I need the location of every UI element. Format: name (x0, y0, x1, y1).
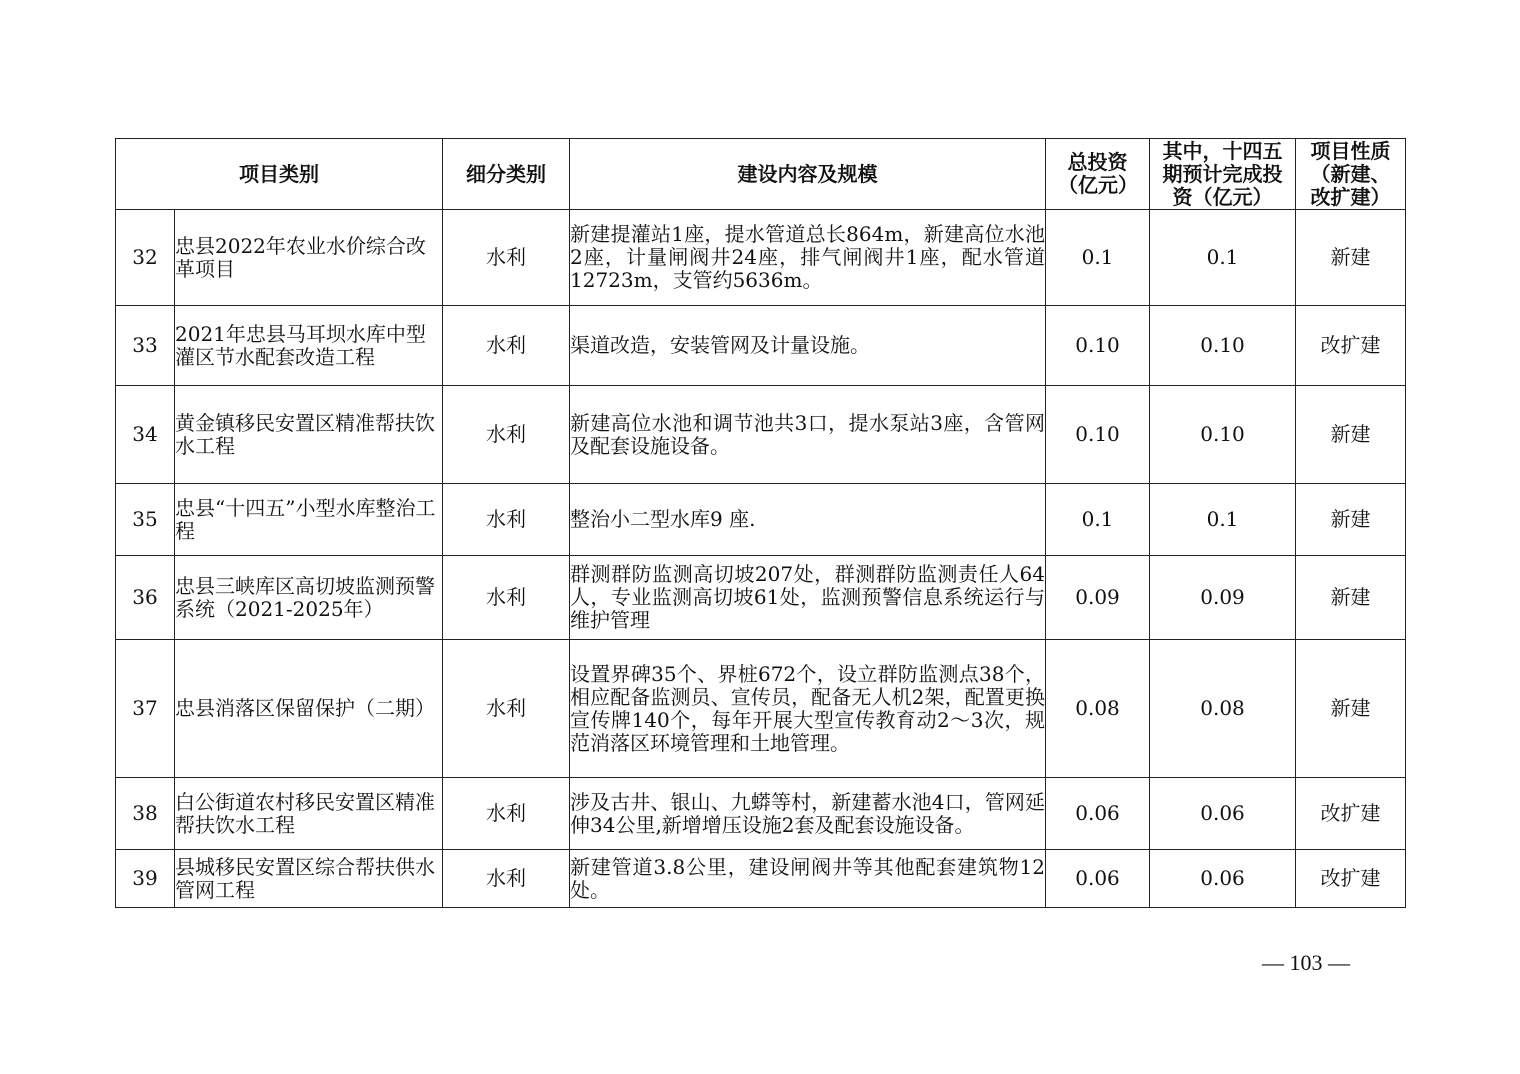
table-row (116, 640, 1406, 778)
table-row (116, 386, 1406, 484)
plan-investment-cell: 0.1 (1150, 210, 1296, 306)
nature-cell: 改扩建 (1296, 850, 1406, 908)
subcategory-cell: 水利 (443, 306, 570, 386)
row-number: 36 (116, 556, 175, 640)
total-investment-cell: 0.1 (1046, 210, 1150, 306)
row-number: 33 (116, 306, 175, 386)
content-cell: 群测群防监测高切坡207处，群测群防监测责任人64人，专业监测高切坡61处，监测预警信息系统运行与维护管理 (570, 556, 1046, 640)
total-investment-cell: 0.10 (1046, 306, 1150, 386)
plan-investment-cell: 0.08 (1150, 640, 1296, 778)
plan-investment-cell: 0.10 (1150, 306, 1296, 386)
plan-investment-cell: 0.06 (1150, 850, 1296, 908)
project-name: 忠县“十四五”小型水库整治工程 (175, 484, 443, 556)
plan-investment-cell: 0.10 (1150, 386, 1296, 484)
subcategory-cell: 水利 (443, 386, 570, 484)
total-investment-cell: 0.09 (1046, 556, 1150, 640)
content-cell: 渠道改造，安装管网及计量设施。 (570, 306, 1046, 386)
table-row (116, 556, 1406, 640)
subcategory-cell: 水利 (443, 640, 570, 778)
subcategory-cell: 水利 (443, 556, 570, 640)
table-header-row (116, 139, 1406, 210)
total-investment-cell: 0.06 (1046, 850, 1150, 908)
header-total-investment: 总投资（亿元） (1046, 139, 1150, 210)
project-name: 忠县消落区保留保护（二期） (175, 640, 443, 778)
subcategory-cell: 水利 (443, 484, 570, 556)
table-row (116, 210, 1406, 306)
total-investment-cell: 0.1 (1046, 484, 1150, 556)
content-cell: 设置界碑35个、界桩672个，设立群防监测点38个，相应配备监测员、宣传员，配备无人机2架，配置更换宣传牌140个，每年开展大型宣传教育动2～3次，规范消落区环境管理和土地管理。 (570, 640, 1046, 778)
header-content: 建设内容及规模 (570, 139, 1046, 210)
nature-cell: 新建 (1296, 210, 1406, 306)
nature-cell: 新建 (1296, 484, 1406, 556)
header-category: 项目类别 (116, 139, 443, 210)
plan-investment-cell: 0.1 (1150, 484, 1296, 556)
nature-cell: 新建 (1296, 556, 1406, 640)
row-number: 35 (116, 484, 175, 556)
table-row (116, 850, 1406, 908)
project-name: 忠县2022年农业水价综合改革项目 (175, 210, 443, 306)
project-name: 2021年忠县马耳坝水库中型灌区节水配套改造工程 (175, 306, 443, 386)
nature-cell: 改扩建 (1296, 778, 1406, 850)
project-name: 忠县三峡库区高切坡监测预警系统（2021-2025年） (175, 556, 443, 640)
project-table (115, 138, 1406, 908)
content-cell: 新建管道3.8公里，建设闸阀井等其他配套建筑物12处。 (570, 850, 1046, 908)
header-nature: 项目性质（新建、改扩建） (1296, 139, 1406, 210)
content-cell: 新建高位水池和调节池共3口，提水泵站3座，含管网及配套设施设备。 (570, 386, 1046, 484)
row-number: 38 (116, 778, 175, 850)
total-investment-cell: 0.10 (1046, 386, 1150, 484)
table-row (116, 484, 1406, 556)
subcategory-cell: 水利 (443, 210, 570, 306)
header-plan-investment: 其中，十四五期预计完成投资（亿元） (1150, 139, 1296, 210)
project-name: 县城移民安置区综合帮扶供水管网工程 (175, 850, 443, 908)
plan-investment-cell: 0.06 (1150, 778, 1296, 850)
table-row (116, 778, 1406, 850)
project-name: 黄金镇移民安置区精准帮扶饮水工程 (175, 386, 443, 484)
row-number: 39 (116, 850, 175, 908)
total-investment-cell: 0.06 (1046, 778, 1150, 850)
content-cell: 新建提灌站1座，提水管道总长864m，新建高位水池2座，计量闸阀井24座，排气闸阀井1座，配水管道12723m，支管约5636m。 (570, 210, 1046, 306)
nature-cell: 新建 (1296, 640, 1406, 778)
page-number: — 103 — (1262, 950, 1350, 975)
row-number: 32 (116, 210, 175, 306)
nature-cell: 新建 (1296, 386, 1406, 484)
subcategory-cell: 水利 (443, 850, 570, 908)
header-subcategory: 细分类别 (443, 139, 570, 210)
row-number: 37 (116, 640, 175, 778)
content-cell: 涉及古井、银山、九蟒等村，新建蓄水池4口，管网延伸34公里,新增增压设施2套及配套设施设备。 (570, 778, 1046, 850)
row-number: 34 (116, 386, 175, 484)
content-cell: 整治小二型水库9 座. (570, 484, 1046, 556)
plan-investment-cell: 0.09 (1150, 556, 1296, 640)
table-row (116, 306, 1406, 386)
project-name: 白公街道农村移民安置区精准帮扶饮水工程 (175, 778, 443, 850)
nature-cell: 改扩建 (1296, 306, 1406, 386)
total-investment-cell: 0.08 (1046, 640, 1150, 778)
subcategory-cell: 水利 (443, 778, 570, 850)
